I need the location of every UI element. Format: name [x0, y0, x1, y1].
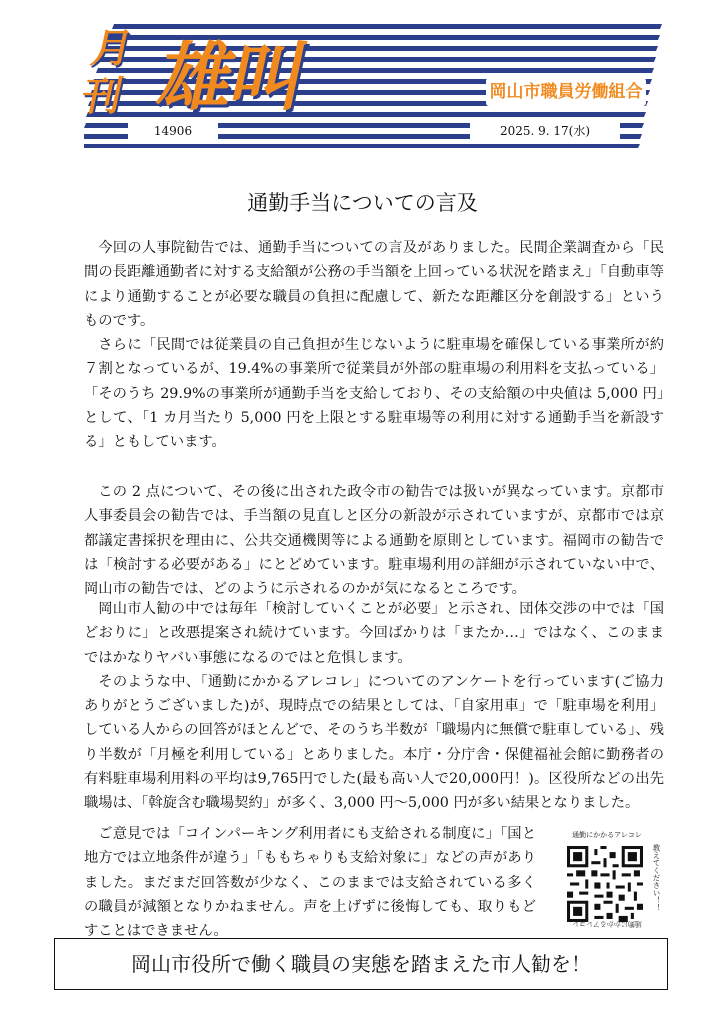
qr-vertical-text: 教えてください！！ — [652, 844, 661, 912]
masthead-title: 雄叫 — [150, 35, 314, 121]
paragraph: 岡山市人勧の中では毎年「検討していくことが必要」と示され、団体交渉の中では「国どおりに」と改悪提案され続けています。今回ばかりは「またか…」ではなく、このままではかなりヤバい事態になるのではと危惧します。 — [84, 601, 664, 666]
issue-date: 2025. 9. 17(水) — [470, 121, 620, 141]
qr-label: 通勤にかかるアレコレ — [572, 831, 642, 839]
article-section-3 — [84, 597, 664, 816]
qr-mirror-text: 通勤にかかるアレコレ — [572, 920, 642, 928]
paragraph: この 2 点について、その後に出された政令市の勧告では扱いが異なっています。京都市人事委員会の勧告では、手当額の見直しと区分の新設が示されていますが、京都市では京都議定書採択を理由に、公共交通機関等による通勤を原則としています。福岡市の勧告では「検討する必要がある」にとどめています。駐車場利用の詳細が示されていない中で、岡山市の勧告では、どのように示されるのかが気になるところです。 — [84, 484, 664, 598]
paragraph: ご意見では「コインパーキング利用者にも支給される制度に」「国と地方では立地条件が違う」「ももちゃりも支給対象に」などの声がありました。まだまだ回答数が少なく、このままでは支給されている多くの職員が減額となりかねません。声を上げずに後悔しても、取りもどすことはできません。 — [84, 826, 536, 940]
masthead-tagline: 月刊 — [76, 26, 134, 120]
qr-code[interactable] — [567, 846, 643, 922]
paragraph: 今回の人事院勧告では、通勤手当についての言及がありました。民間企業調査から「民間の長距離通勤者に対する支給額が公務の手当額を上回っている状況を踏まえ」「自動車等により通勤することが必要な職員の負担に配慮して、新たな距離区分を創設する」というものです。 — [84, 240, 664, 329]
union-name: 岡山市職員労働組合 — [486, 78, 646, 106]
footer-slogan: 岡山市役所で働く職員の実態を踏まえた市人勧を！ — [54, 938, 668, 990]
survey-qr-panel — [548, 828, 666, 930]
issue-number: 14906 — [128, 121, 218, 141]
article-headline: 通勤手当についての言及 — [247, 191, 478, 215]
paragraph: さらに「民間では従業員の自己負担が生じないように駐車場を確保している事業所が約７割となっているが、19.4%の事業所で従業員が外部の駐車場の利用料を支払っている」「そのうち 29.9%の事業所が通勤手当を支給しており、その支給額の中央値は 5,000 円」として、「1 カ月当たり 5,000 円を上限とする駐車場等の利用に対する通勤手当を新設する」ともしています。 — [84, 337, 664, 451]
article-section-4 — [84, 822, 536, 943]
article-section-1 — [84, 236, 664, 455]
article-section-2 — [84, 480, 664, 601]
paragraph: そのような中、「通勤にかかるアレコレ」についてのアンケートを行っています(ご協力ありがとうございました)が、現時点での結果としては、「自家用車」で「駐車場を利用」している人からの回答がほとんどで、そのうち半数が「職場内に無償で駐車している」、残り半数が「月極を利用している」とありました。本庁・分庁舎・保健福祉会館に勤務者の有料駐車場利用料の平均は9,765円でした(最も高い人で20,000円！)。区役所などの出先職場は、「斡旋含む職場契約」が多く、3,000 円～5,000 円が多い結果となりました。 — [84, 673, 664, 812]
